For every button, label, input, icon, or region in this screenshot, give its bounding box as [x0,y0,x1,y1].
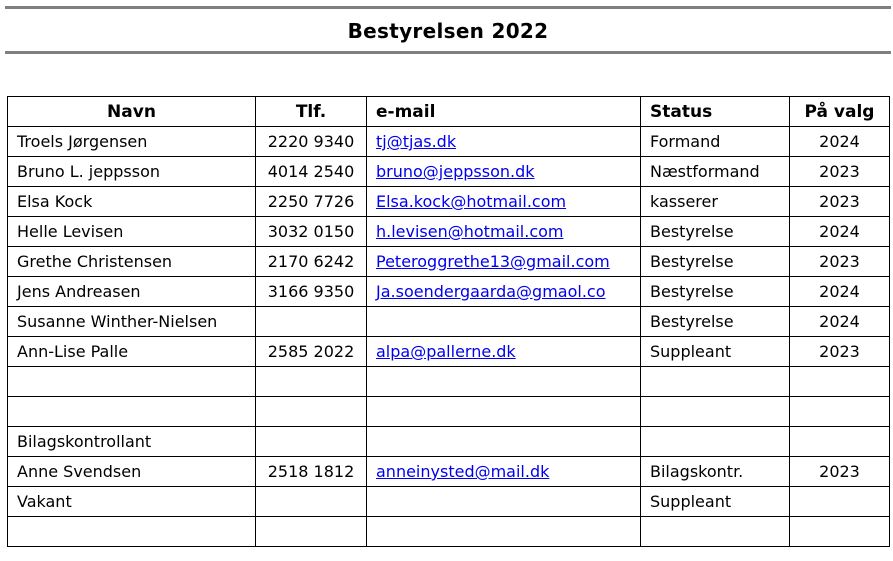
email-cell [367,487,641,517]
table-row [8,307,890,337]
phone-cell [256,367,367,397]
election-cell: 2023 [790,337,890,367]
election-cell [790,517,890,547]
title-bar [5,6,891,54]
phone-cell [256,487,367,517]
email-cell [367,337,641,367]
election-cell: 2023 [790,187,890,217]
name-cell [8,517,256,547]
election-cell: 2023 [790,157,890,187]
email-cell [367,307,641,337]
status-cell: Suppleant [641,337,790,367]
phone-cell: 2518 1812 [256,457,367,487]
status-cell: Bestyrelse [641,277,790,307]
email-link[interactable]: tj@tjas.dk [376,132,457,151]
status-cell [641,367,790,397]
table-row [8,277,890,307]
email-cell [367,277,641,307]
election-cell [790,487,890,517]
phone-cell: 3032 0150 [256,217,367,247]
phone-cell: 4014 2540 [256,157,367,187]
name-cell: Anne Svendsen [8,457,256,487]
status-cell: Næstformand [641,157,790,187]
email-link[interactable]: alpa@pallerne.dk [376,342,516,361]
email-cell [367,187,641,217]
name-cell: Vakant [8,487,256,517]
table-row [8,187,890,217]
election-cell: 2023 [790,247,890,277]
email-cell [367,367,641,397]
phone-cell: 2220 9340 [256,127,367,157]
status-cell: Bestyrelse [641,217,790,247]
table-row [8,157,890,187]
email-cell [367,247,641,277]
phone-cell [256,427,367,457]
name-cell: Elsa Kock [8,187,256,217]
name-cell [8,397,256,427]
phone-cell [256,517,367,547]
status-cell: Bestyrelse [641,307,790,337]
table-row [8,367,890,397]
header-email: e-mail [367,97,641,127]
table-row [8,337,890,367]
phone-cell: 3166 9350 [256,277,367,307]
table-row [8,217,890,247]
name-cell [8,367,256,397]
email-link[interactable]: h.levisen@hotmail.com [376,222,564,241]
phone-cell [256,307,367,337]
status-cell: Suppleant [641,487,790,517]
name-cell: Grethe Christensen [8,247,256,277]
election-cell [790,367,890,397]
email-link[interactable]: Ja.soendergaarda@gmaol.co [376,282,606,301]
election-cell: 2024 [790,217,890,247]
phone-cell: 2170 6242 [256,247,367,277]
header-status: Status [641,97,790,127]
status-cell: kasserer [641,187,790,217]
name-cell: Helle Levisen [8,217,256,247]
name-cell: Ann-Lise Palle [8,337,256,367]
email-link[interactable]: Peteroggrethe13@gmail.com [376,252,610,271]
status-cell: Bestyrelse [641,247,790,277]
phone-cell [256,397,367,427]
election-cell: 2024 [790,307,890,337]
name-cell: Jens Andreasen [8,277,256,307]
phone-cell: 2585 2022 [256,337,367,367]
name-cell: Bruno L. jeppsson [8,157,256,187]
table-row [8,487,890,517]
email-link[interactable]: anneinysted@mail.dk [376,462,550,481]
email-cell [367,457,641,487]
email-cell [367,127,641,157]
email-cell [367,397,641,427]
status-cell [641,517,790,547]
email-cell [367,517,641,547]
election-cell [790,427,890,457]
header-phone: Tlf. [256,97,367,127]
email-cell [367,157,641,187]
status-cell: Bilagskontr. [641,457,790,487]
table-row [8,427,890,457]
email-cell [367,217,641,247]
name-cell: Susanne Winther-Nielsen [8,307,256,337]
header-row [8,97,890,127]
election-cell: 2023 [790,457,890,487]
name-cell: Troels Jørgensen [8,127,256,157]
table-row [8,517,890,547]
name-cell: Bilagskontrollant [8,427,256,457]
table-row [8,127,890,157]
email-link[interactable]: bruno@jeppsson.dk [376,162,535,181]
table-row [8,397,890,427]
table-row [8,247,890,277]
email-cell [367,427,641,457]
status-cell [641,397,790,427]
status-cell [641,427,790,457]
header-name: Navn [8,97,256,127]
board-table [7,96,890,547]
status-cell: Formand [641,127,790,157]
election-cell: 2024 [790,127,890,157]
election-cell: 2024 [790,277,890,307]
header-election: På valg [790,97,890,127]
election-cell [790,397,890,427]
phone-cell: 2250 7726 [256,187,367,217]
email-link[interactable]: Elsa.kock@hotmail.com [376,192,567,211]
table-row [8,457,890,487]
page-title: Bestyrelsen 2022 [347,19,549,43]
